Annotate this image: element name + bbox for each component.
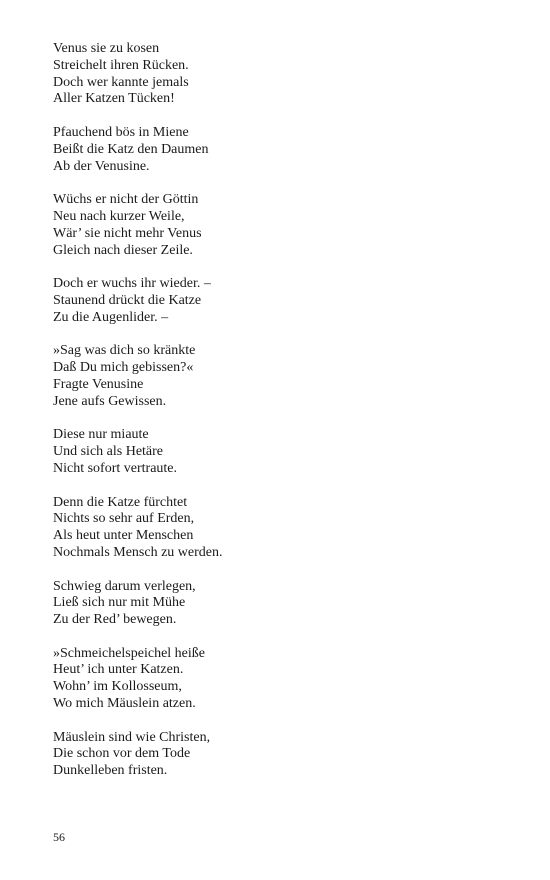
stanza bbox=[53, 730, 513, 780]
poem-line: Fragte Venusine bbox=[53, 376, 144, 392]
poem-line: »Schmeichelspeichel heiße bbox=[53, 645, 205, 661]
poem-line: Streichelt ihren Rücken. bbox=[53, 57, 189, 73]
stanza bbox=[53, 495, 513, 562]
stanza bbox=[53, 41, 513, 108]
poem-line: Beißt die Katz den Daumen bbox=[53, 141, 209, 157]
poem-line: Pfauchend bös in Miene bbox=[53, 124, 189, 140]
poem-line: Wüchs er nicht der Göttin bbox=[53, 192, 199, 208]
stanza bbox=[53, 276, 513, 326]
poem-line: Nochmals Mensch zu werden. bbox=[53, 544, 223, 560]
poem-line: Doch er wuchs ihr wieder. – bbox=[53, 276, 211, 292]
poem-line: Ab der Venusine. bbox=[53, 158, 150, 174]
stanza bbox=[53, 125, 513, 175]
poem-line: Jene aufs Gewissen. bbox=[53, 393, 167, 409]
poem-line: Als heut unter Menschen bbox=[53, 528, 194, 544]
poem-line: Und sich als Hetäre bbox=[53, 444, 164, 460]
poem-line: Schwieg darum verlegen, bbox=[53, 578, 196, 594]
stanza bbox=[53, 646, 513, 713]
poem-line: Denn die Katze fürchtet bbox=[53, 494, 188, 510]
poem-line: »Sag was dich so kränkte bbox=[53, 343, 196, 359]
poem-line: Neu nach kurzer Weile, bbox=[53, 208, 185, 224]
poem-line: Die schon vor dem Tode bbox=[53, 746, 191, 762]
poem-line: Daß Du mich gebissen?« bbox=[53, 360, 194, 376]
stanza bbox=[53, 427, 513, 477]
poem-line: Staunend drückt die Katze bbox=[53, 292, 202, 308]
poem-line: Gleich nach dieser Zeile. bbox=[53, 242, 193, 258]
stanza bbox=[53, 579, 513, 629]
poem-line: Doch wer kannte jemals bbox=[53, 74, 189, 90]
poem-line: Wo mich Mäuslein atzen. bbox=[53, 696, 196, 712]
poem-line: Wär’ sie nicht mehr Venus bbox=[53, 225, 202, 241]
poem-line: Zu der Red’ bewegen. bbox=[53, 612, 177, 628]
page-number: 56 bbox=[53, 830, 65, 844]
poem-line: Wohn’ im Kollosseum, bbox=[53, 679, 182, 695]
poem-line: Zu die Augenlider. – bbox=[53, 309, 169, 325]
poem-line: Dunkelleben fristen. bbox=[53, 763, 168, 779]
poem-line: Nicht sofort vertraute. bbox=[53, 460, 178, 476]
poem-line: Ließ sich nur mit Mühe bbox=[53, 595, 186, 611]
poem-line: Mäuslein sind wie Christen, bbox=[53, 729, 211, 745]
poem-line: Aller Katzen Tücken! bbox=[53, 91, 175, 107]
stanza bbox=[53, 343, 513, 410]
stanza bbox=[53, 192, 513, 259]
poem-line: Heut’ ich unter Katzen. bbox=[53, 662, 184, 678]
poem-line: Diese nur miaute bbox=[53, 427, 149, 443]
poem-line: Venus sie zu kosen bbox=[53, 41, 160, 56]
poem-body bbox=[53, 41, 513, 797]
poem-line: Nichts so sehr auf Erden, bbox=[53, 511, 195, 527]
